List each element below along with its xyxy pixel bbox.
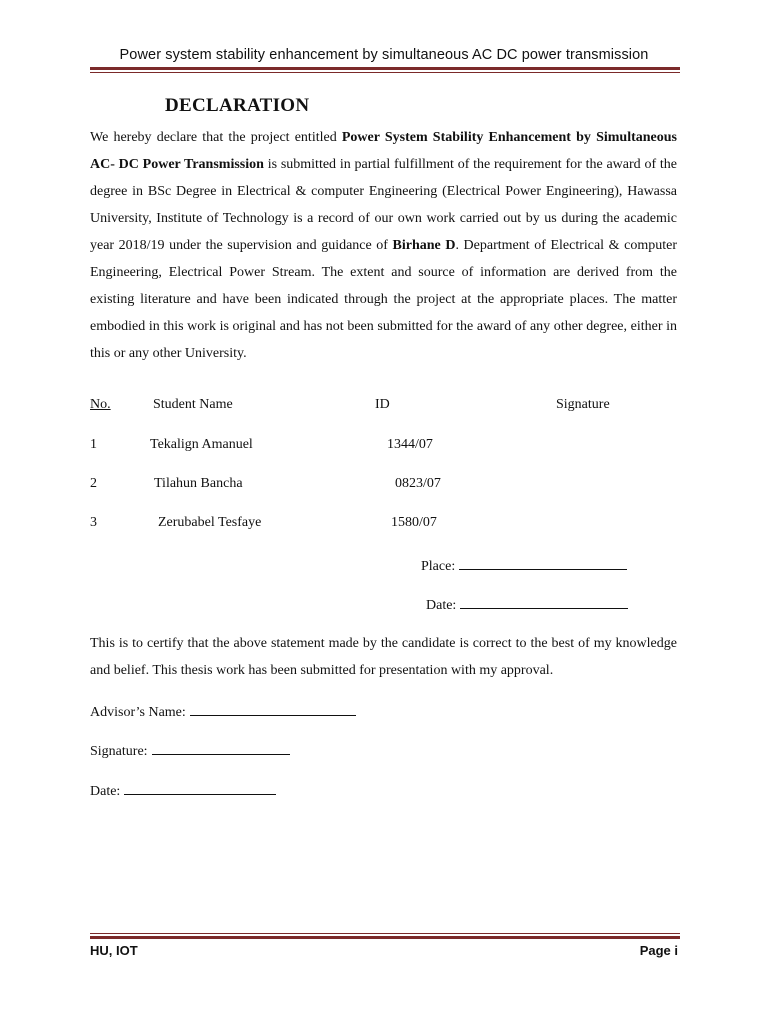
advisor-signature-blank-line[interactable] <box>152 741 290 755</box>
student-row-1-id: 1344/07 <box>387 437 433 452</box>
advisor-date-blank-line[interactable] <box>124 781 276 795</box>
footer-rule-thick <box>90 936 680 939</box>
header-rule-thin <box>90 72 680 73</box>
student-row-3-id: 1580/07 <box>391 515 437 530</box>
student-row-3-no: 3 <box>90 515 97 530</box>
project-title-bold: Power System Stability Enhancement by Simultaneous AC- DC Power Transmission <box>90 130 677 172</box>
candidate-date-field <box>426 595 628 614</box>
declaration-text-part-3: . Department of Electrical & computer Engineering, Electrical Power Stream. The extent and source of information are derived from the existing literature and have been indicated through the project at the appropriate places. The matter embodied in this work is original and has not been submitted for the award of any other degree, either in this or any other University. <box>90 238 677 361</box>
advisor-date-field <box>90 781 276 800</box>
advisor-date-label: Date: <box>90 784 121 799</box>
student-row-2-id: 0823/07 <box>395 476 441 491</box>
place-field <box>421 556 627 575</box>
student-row-1-name: Tekalign Amanuel <box>150 437 253 452</box>
advisor-signature-field <box>90 741 290 760</box>
declaration-text-part-1: We hereby declare that the project entitled <box>90 130 342 145</box>
footer-institution: HU, IOT <box>90 943 138 958</box>
advisor-name-blank-line[interactable] <box>190 702 356 716</box>
advisor-name-label: Advisor’s Name: <box>90 705 186 720</box>
declaration-text-part-2: is submitted in partial fulfillment of the requirement for the award of the degree in BSc Degree in Electrical & computer Engineering (Electrical Power Engineering), Hawassa University, Institute of Technology is a record of our own work carried out by us during the academic year 2018/19 under the supervision and guidance of <box>90 157 677 253</box>
declaration-heading: DECLARATION <box>165 95 310 116</box>
footer-page-number: Page i <box>639 943 678 958</box>
student-row-2-name: Tilahun Bancha <box>154 476 243 491</box>
advisor-signature-label: Signature: <box>90 744 148 759</box>
advisor-name-field <box>90 702 356 721</box>
student-row-2-no: 2 <box>90 476 97 491</box>
student-row-3-name: Zerubabel Tesfaye <box>158 515 262 530</box>
student-row-1-no: 1 <box>90 437 97 452</box>
column-header-no: No. <box>90 397 111 412</box>
column-header-student-name: Student Name <box>153 397 233 412</box>
declaration-paragraph <box>90 124 677 367</box>
place-blank-line[interactable] <box>459 556 627 570</box>
candidate-date-label: Date: <box>426 598 457 613</box>
certification-paragraph: This is to certify that the above statement made by the candidate is correct to the best of my knowledge and belief. This thesis work has been submitted for presentation with my approval. <box>90 636 677 678</box>
header-rule-thick <box>90 67 680 70</box>
column-header-id: ID <box>375 397 390 412</box>
footer-rule-thin <box>90 933 680 934</box>
column-header-signature: Signature <box>556 397 610 412</box>
place-label: Place: <box>421 559 456 574</box>
advisor-name-bold: Birhane D <box>392 238 456 253</box>
candidate-date-blank-line[interactable] <box>460 595 628 609</box>
running-header-title: Power system stability enhancement by simultaneous AC DC power transmission <box>119 47 649 63</box>
